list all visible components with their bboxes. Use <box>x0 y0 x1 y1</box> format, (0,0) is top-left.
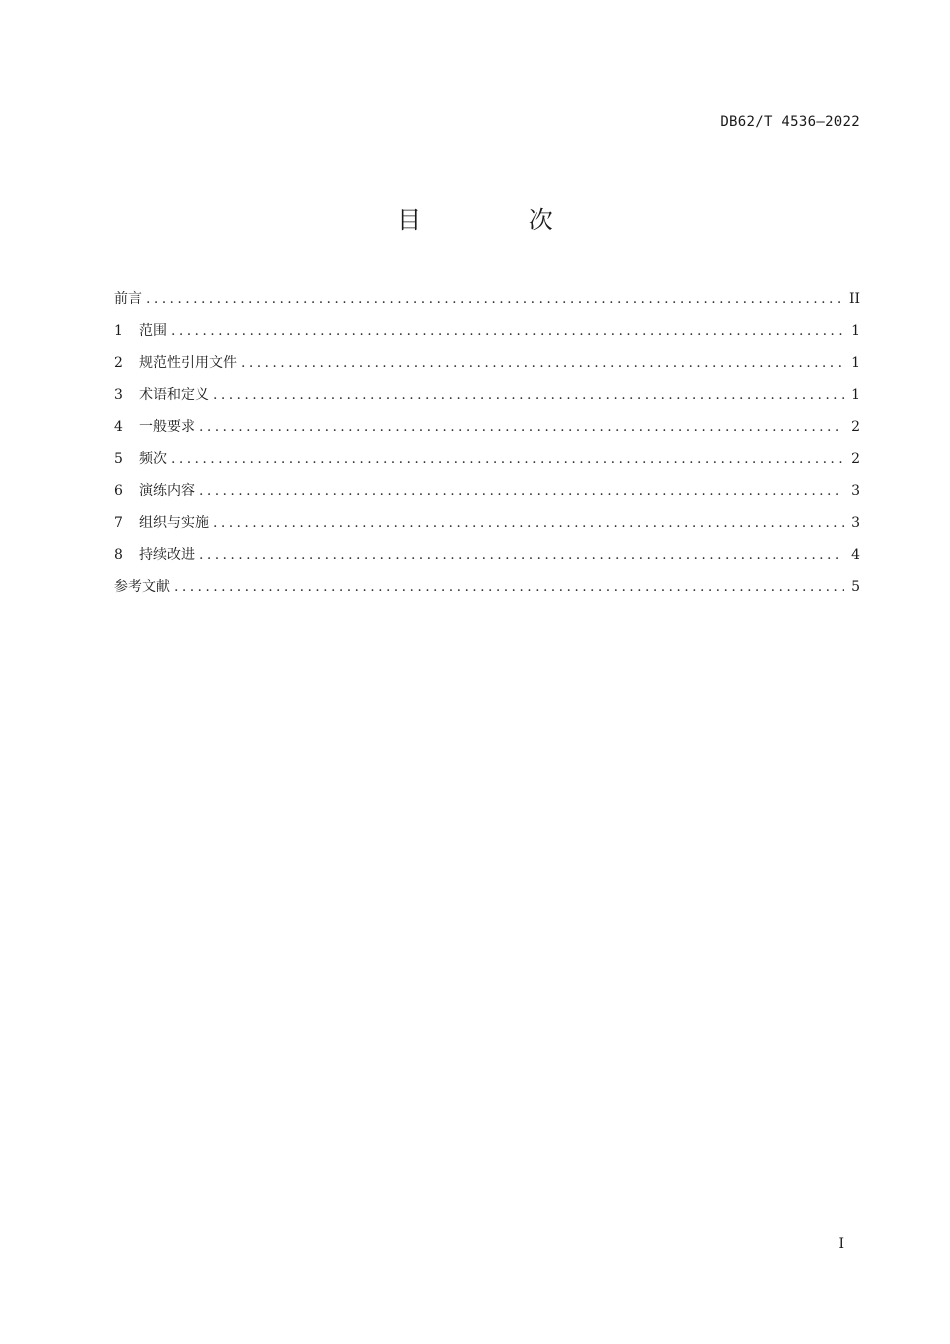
toc-entry-label: 范围 <box>139 323 167 339</box>
toc-entry-number: 8 <box>114 547 123 563</box>
toc-entry-label: 规范性引用文件 <box>139 355 237 371</box>
toc-entry-page: 1 <box>851 387 860 403</box>
toc-entry-label: 组织与实施 <box>139 515 209 531</box>
toc-leader-dots <box>171 446 844 472</box>
toc-leader-dots <box>171 318 844 344</box>
toc-entry-number: 5 <box>114 451 123 467</box>
toc-entry-number: 6 <box>114 483 123 499</box>
toc-entry-4[interactable] <box>114 414 860 446</box>
toc-entry-3[interactable] <box>114 382 860 414</box>
toc-entry-7[interactable] <box>114 510 860 542</box>
toc-entry-foreword[interactable] <box>114 286 860 318</box>
toc-leader-dots <box>213 382 844 408</box>
toc-entry-page: II <box>848 291 860 307</box>
document-code: DB62/T 4536—2022 <box>720 114 860 130</box>
toc-entry-page: 5 <box>851 579 860 595</box>
toc-entry-number: 3 <box>114 387 123 403</box>
toc-leader-dots <box>199 542 844 568</box>
toc-entry-label: 前言 <box>114 291 142 307</box>
toc-leader-dots <box>241 350 844 376</box>
toc-entry-page: 1 <box>851 323 860 339</box>
toc-entry-label: 频次 <box>139 451 167 467</box>
toc-entry-page: 1 <box>851 355 860 371</box>
toc-leader-dots <box>199 478 844 504</box>
page-title: 目 次 <box>397 206 603 234</box>
toc-leader-dots <box>213 510 844 536</box>
toc-entry-number: 2 <box>114 355 123 371</box>
toc-entry-number: 1 <box>114 323 123 339</box>
toc-entry-label: 持续改进 <box>139 547 195 563</box>
table-of-contents <box>114 286 860 606</box>
toc-entry-bibliography[interactable] <box>114 574 860 606</box>
toc-leader-dots <box>146 286 844 312</box>
toc-entry-label: 术语和定义 <box>139 387 209 403</box>
toc-entry-1[interactable] <box>114 318 860 350</box>
toc-entry-page: 2 <box>851 419 860 435</box>
toc-entry-8[interactable] <box>114 542 860 574</box>
toc-entry-page: 3 <box>851 483 860 499</box>
toc-leader-dots <box>199 414 844 440</box>
toc-leader-dots <box>174 574 844 600</box>
page-number: I <box>838 1236 844 1252</box>
toc-entry-page: 4 <box>851 547 860 563</box>
toc-entry-label: 一般要求 <box>139 419 195 435</box>
toc-entry-page: 2 <box>851 451 860 467</box>
toc-entry-label: 参考文献 <box>114 579 170 595</box>
toc-entry-number: 4 <box>114 419 123 435</box>
toc-entry-6[interactable] <box>114 478 860 510</box>
toc-entry-number: 7 <box>114 515 123 531</box>
toc-entry-label: 演练内容 <box>139 483 195 499</box>
toc-entry-page: 3 <box>851 515 860 531</box>
toc-entry-5[interactable] <box>114 446 860 478</box>
toc-entry-2[interactable] <box>114 350 860 382</box>
